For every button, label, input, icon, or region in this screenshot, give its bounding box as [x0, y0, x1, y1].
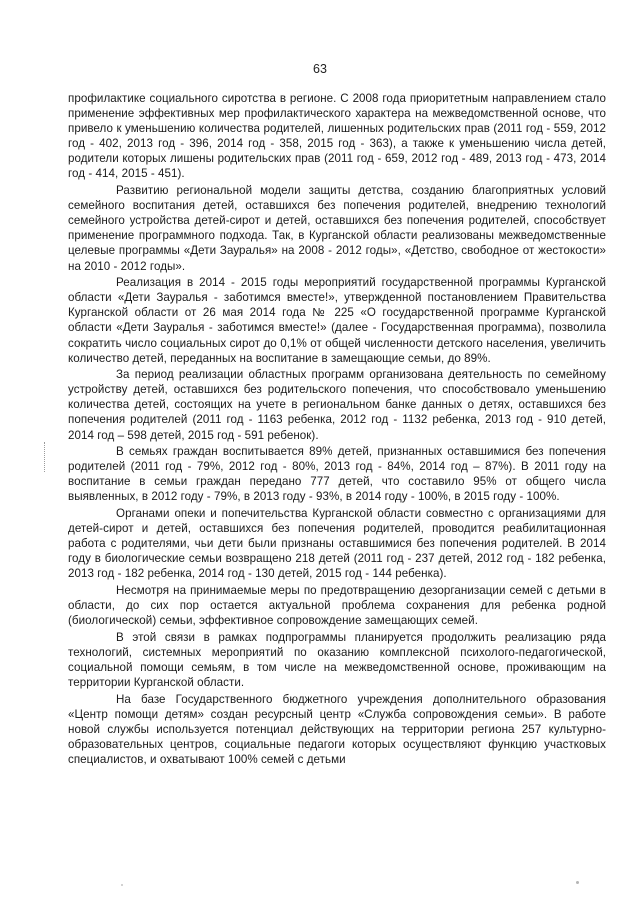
scan-artifact [576, 881, 579, 884]
paragraph: профилактике социального сиротства в регионе. С 2008 года приоритетным направлением стало применение эффективных мер профилактического характера на межведомственной основе, что привело к уменьшению количества родителей, лишенных родительских прав (2011 год - 559, 2012 год - 402, 2013 год - 396, 2014 год - 358, 2015 год - 363), а также к уменьшению числа детей, родители которых лишены родительских прав (2011 год - 659, 2012 год - 489, 2013 год - 473, 2014 год - 414, 2015 - 451). [68, 92, 606, 181]
scan-artifact [121, 884, 123, 886]
paragraph: Реализация в 2014 - 2015 годы мероприятий государственной программы Курганской области «Дети Зауралья - заботимся вместе!», утвержденной постановлением Правительства Курганской области от 26 мая 2014 года № 225 «О государственной программе Курганской области «Дети Зауралья - заботимся вместе!» (далее - Государственная программа), позволила сократить число социальных сирот до 0,1% от общей численности детского населения, увеличить количество детей, переданных на воспитание в замещающие семьи, до 89%. [68, 276, 606, 365]
paragraph: За период реализации областных программ организована деятельность по семейному устройству детей, оставшихся без родительского попечения, что способствовало уменьшению количества детей, состоящих на учете в региональном банке данных о детях, оставшихся без попечения родителей (2011 год - 1163 ребенка, 2012 год - 1132 ребенка, 2013 год - 910 детей, 2014 год – 598 детей, 2015 год - 591 ребенок). [68, 368, 606, 442]
paragraph: Развитию региональной модели защиты детства, созданию благоприятных условий семейного воспитания детей, оставшихся без попечения родителей, внедрению технологий семейного устройства детей-сирот и детей, оставшихся без попечения родителей, способствует применение программного подхода. Так, в Курганской области реализованы межведомственные целевые программы «Дети Зауралья» на 2008 - 2012 годы», «Детство, свободное от жестокости» на 2010 - 2012 годы». [68, 184, 606, 273]
paragraph: В этой связи в рамках подпрограммы планируется продолжить реализацию ряда технологий, системных мероприятий по оказанию комплексной психолого-педагогической, социальной помощи семьям, в том числе на межведомственной основе, проживающим на территории Курганской области. [68, 630, 606, 690]
paragraph: На базе Государственного бюджетного учреждения дополнительного образования «Центр помощи детям» создан ресурсный центр «Служба сопровождения семьи». В работе новой службы используется потенциал действующих на территории региона 257 культурно-образовательных центров, социальные педагоги которых осуществляют функцию участковых специалистов, и охватывают 100% семей с детьми [68, 692, 606, 767]
paragraph: Несмотря на принимаемые меры по предотвращению дезорганизации семей с детьми в области, до сих пор остается актуальной проблема сохранения для ребенка родной (биологической) семьи, эффективное сопровождение замещающих семей. [68, 584, 606, 628]
document-body [68, 91, 606, 769]
paragraph: Органами опеки и попечительства Курганской области совместно с организациями для детей-сирот и детей, оставшихся без попечения родителей, проводится реабилитационная работа с родителями, чьи дети были признаны оставшимися без попечения родителей. В 2014 году в биологические семьи возвращено 218 детей (2011 год - 237 детей, 2012 год - 182 ребенка, 2013 год - 182 ребенка, 2014 год - 130 детей, 2015 год - 144 ребенка). [68, 507, 606, 581]
scan-artifact [44, 442, 51, 472]
paragraph: В семьях граждан воспитывается 89% детей, признанных оставшимися без попечения родителей (2011 год - 79%, 2012 год - 80%, 2013 год - 84%, 2014 год – 87%). В 2011 году на воспитание в семьи граждан передано 777 детей, что составило 95% от общего числа выявленных, в 2012 году - 79%, в 2013 году - 93%, в 2014 году - 100%, в 2015 году - 100%. [68, 445, 606, 504]
page-number: 63 [313, 62, 327, 76]
